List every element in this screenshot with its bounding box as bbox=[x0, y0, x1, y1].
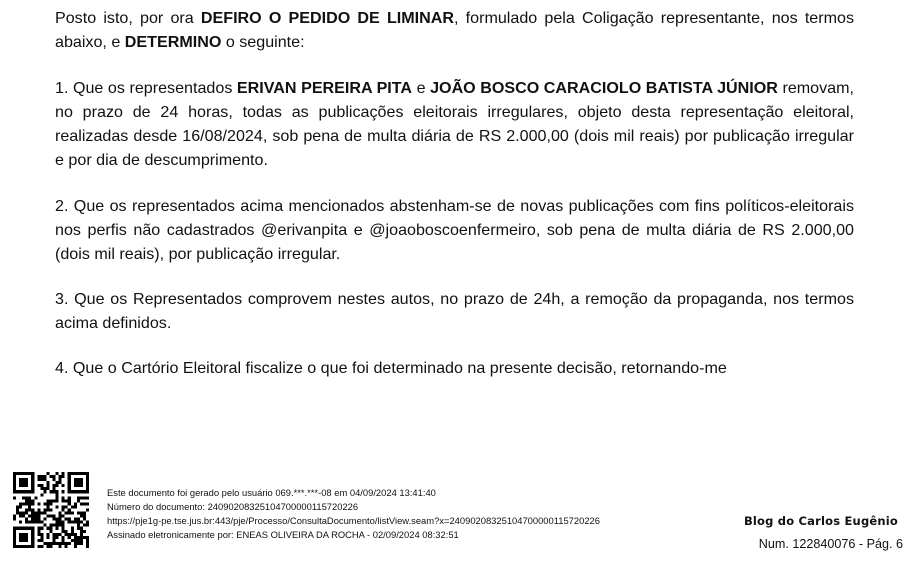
watermark-text: Blog do Carlos Eugênio bbox=[743, 514, 898, 528]
bold-text: ERIVAN PEREIRA PITA bbox=[236, 79, 413, 97]
text: 1. Que os representados bbox=[55, 79, 237, 97]
paragraph-item-4: 4. Que o Cartório Eleitoral fiscalize o que foi determinado na presente decisão, retornando-me bbox=[55, 359, 727, 377]
document-body bbox=[55, 6, 854, 380]
text: e bbox=[412, 79, 431, 97]
qr-code bbox=[13, 472, 89, 548]
document-url-text: https://pje1g-pe.tse.jus.br:443/pje/Processo/ConsultaDocumento/listView.seam?x=24090208325104700000115720226 bbox=[107, 515, 600, 526]
bold-text: DETERMINO bbox=[124, 33, 222, 51]
bold-text: JOÃO BOSCO CARACIOLO BATISTA JÚNIOR bbox=[430, 79, 778, 97]
generated-by-text: Este documento foi gerado pelo usuário 069.***.***-08 em 04/09/2024 13:41:40 bbox=[107, 487, 436, 498]
signature-metadata bbox=[107, 486, 600, 542]
paragraph-item-3: 3. Que os Representados comprovem nestes autos, no prazo de 24h, a remoção da propaganda, nos termos acima definidos. bbox=[55, 290, 854, 332]
bold-text: DEFIRO O PEDIDO DE LIMINAR bbox=[200, 9, 455, 27]
paragraph-item-1 bbox=[55, 76, 854, 172]
document-number-text: Número do documento: 24090208325104700000115720226 bbox=[107, 501, 359, 512]
text: o seguinte: bbox=[221, 33, 305, 51]
document-footer bbox=[0, 468, 906, 566]
page-number: Num. 122840076 - Pág. 6 bbox=[758, 537, 903, 551]
signed-by-text: Assinado eletronicamente por: ENEAS OLIVEIRA DA ROCHA - 02/09/2024 08:32:51 bbox=[107, 529, 459, 540]
paragraph-item-2: 2. Que os representados acima mencionados abstenham-se de novas publicações com fins políticos-eleitorais nos perfis não cadastrados @erivanpita e @joaoboscoenfermeiro, sob pena de multa diária de RS 2.000,00 (dois mil reais), por publicação irregular. bbox=[55, 197, 854, 263]
text: removam, no prazo de 24 horas, todas as publicações eleitorais irregulares, objeto desta representação eleitoral, realizadas desde 16/08/2024, sob pena de multa diária de RS 2.000,00 (dois mil reais) por publicação irregular e por dia de descumprimento. bbox=[55, 79, 855, 169]
text: Posto isto, por ora bbox=[55, 9, 201, 27]
paragraph-decision bbox=[55, 6, 854, 54]
text: , formulado pela Coligação representante, nos termos abaixo, e bbox=[55, 9, 855, 51]
